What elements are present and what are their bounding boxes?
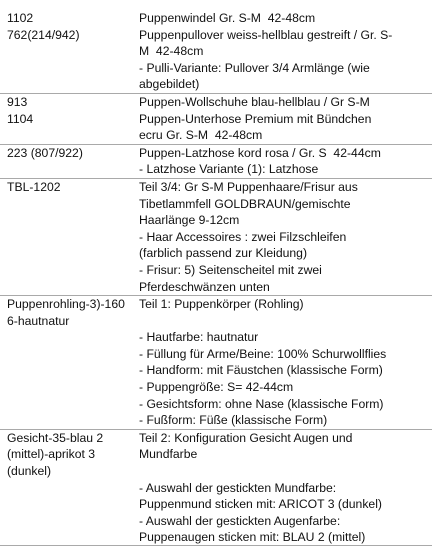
table-bottom-border — [0, 545, 432, 546]
description-cell — [129, 296, 432, 429]
description-line: - Handform: mit Fäustchen (klassische Form) — [139, 363, 383, 378]
description-line: Puppen-Wollschuhe blau-hellblau / Gr S-M — [139, 94, 370, 109]
description-line: Puppenpullover weiss-hellblau gestreift / Gr. S- — [139, 27, 393, 42]
description-line: Puppen-Unterhose Premium mit Bündchen — [139, 111, 372, 126]
description-line: Puppenwindel Gr. S-M 42-48cm — [139, 11, 316, 25]
article-code-line: 6-hautnatur — [7, 313, 70, 328]
description-line: Mundfarbe — [139, 447, 198, 462]
description-line: Teil 2: Konfiguration Gesicht Augen und — [139, 430, 353, 445]
description-cell — [129, 179, 432, 295]
table-row — [0, 94, 432, 145]
table-row — [0, 179, 432, 296]
article-code-cell — [0, 430, 129, 546]
description-line — [139, 463, 428, 480]
description-cell — [129, 145, 432, 178]
article-code-cell — [0, 145, 129, 178]
article-code-line: (dunkel) — [7, 464, 52, 479]
article-code-line: TBL-1202 — [7, 179, 61, 194]
article-code-cell — [0, 296, 129, 429]
article-code-line: 762(214/942) — [7, 27, 80, 42]
article-code-cell — [0, 94, 129, 144]
table-row — [0, 296, 432, 430]
article-code-line: Gesicht-35-blau 2 — [7, 430, 104, 445]
table-row — [0, 10, 432, 94]
article-code-line: 913 — [7, 94, 28, 109]
description-line: Teil 3/4: Gr S-M Puppenhaare/Frisur aus — [139, 179, 358, 194]
description-line: - Füllung für Arme/Beine: 100% Schurwollflies — [139, 346, 387, 361]
description-line: Tibetlammfell GOLDBRAUN/gemischte — [139, 196, 351, 211]
description-line: - Haar Accessoires : zwei Filzschleifen — [139, 229, 347, 244]
description-line: - Fußform: Füße (klassische Form) — [139, 413, 328, 428]
description-line: (farblich passend zur Kleidung) — [139, 246, 308, 261]
article-code-line: (mittel)-aprikot 3 — [7, 447, 96, 462]
article-code-line: Puppenrohling-3)-160 — [7, 297, 125, 312]
article-code-line: 1102 — [7, 11, 34, 25]
description-cell — [129, 430, 432, 546]
description-line: - Gesichtsform: ohne Nase (klassische Form) — [139, 396, 384, 411]
description-line: - Latzhose Variante (1): Latzhose — [139, 162, 319, 177]
table-row — [0, 145, 432, 179]
article-code-cell — [0, 179, 129, 295]
description-line: Puppenaugen sticken mit: BLAU 2 (mittel) — [139, 530, 366, 545]
article-code-line: 223 (807/922) — [7, 145, 83, 160]
article-code-line: 1104 — [7, 111, 34, 126]
description-line: - Pulli-Variante: Pullover 3/4 Armlänge (wie — [139, 60, 370, 75]
description-cell — [129, 94, 432, 144]
table-row — [0, 430, 432, 546]
description-line: - Auswahl der gestickten Mundfarbe: — [139, 480, 337, 495]
description-line: M 42-48cm — [139, 44, 204, 59]
description-line: - Puppengröße: S= 42-44cm — [139, 380, 294, 395]
description-cell — [129, 10, 432, 93]
description-line: Pferdeschwänzen unten — [139, 279, 270, 294]
description-line: Teil 1: Puppenkörper (Rohling) — [139, 297, 304, 312]
description-line: abgebildet) — [139, 77, 200, 92]
description-line — [139, 313, 428, 330]
description-line: - Frisur: 5) Seitenscheitel mit zwei — [139, 262, 322, 277]
description-line: - Auswahl der gestickten Augenfarbe: — [139, 513, 341, 528]
article-code-cell — [0, 10, 129, 93]
description-line: ecru Gr. S-M 42-48cm — [139, 128, 263, 143]
description-line: Puppenmund sticken mit: ARICOT 3 (dunkel) — [139, 497, 382, 512]
description-line: Puppen-Latzhose kord rosa / Gr. S 42-44cm — [139, 145, 381, 160]
description-line: Haarlänge 9-12cm — [139, 213, 240, 228]
description-line: - Hautfarbe: hautnatur — [139, 330, 259, 345]
